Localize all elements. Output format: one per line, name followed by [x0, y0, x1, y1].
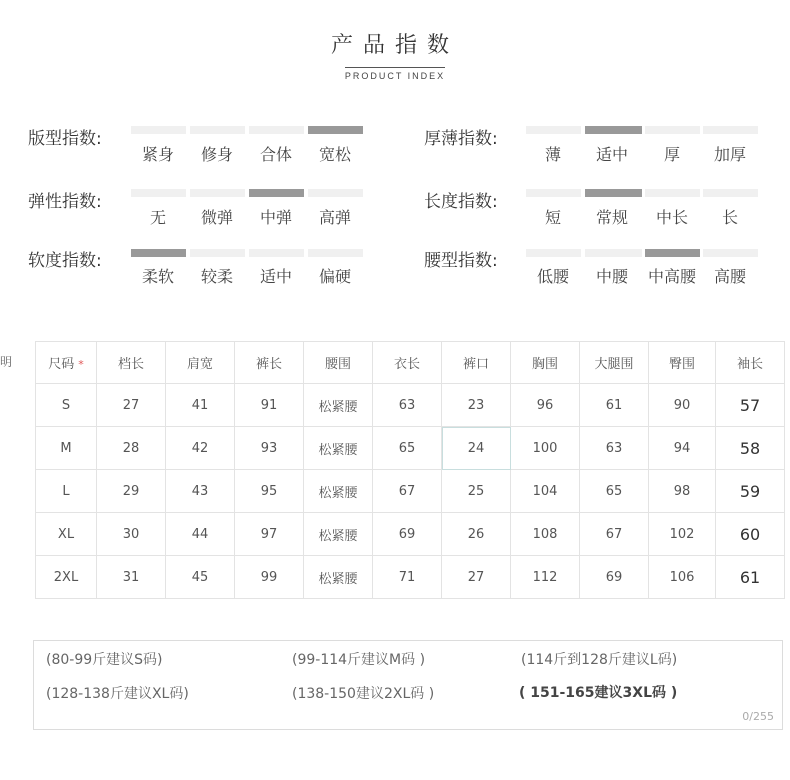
table-cell[interactable]: 96: [511, 384, 580, 427]
table-cell[interactable]: 28: [97, 427, 166, 470]
table-cell[interactable]: 61: [580, 384, 649, 427]
subtitle-wrap: [0, 64, 790, 83]
column-header: 大腿围: [580, 342, 649, 384]
column-header: 肩宽: [166, 342, 235, 384]
index-label-length: 长度指数:: [424, 192, 498, 212]
fit-option: 合体: [259, 145, 292, 164]
table-cell[interactable]: 松紧腰: [304, 427, 373, 470]
thickness-option: 适中: [595, 145, 628, 164]
elasticity-segment-selected: [249, 189, 304, 197]
table-cell-focused[interactable]: 24: [442, 427, 511, 470]
fit-segment: [249, 126, 304, 134]
suggestion-s: (80-99斤建议S码): [46, 652, 163, 668]
table-cell[interactable]: 43: [166, 470, 235, 513]
index-label-fit: 版型指数:: [28, 129, 102, 149]
table-cell[interactable]: 2XL: [36, 556, 97, 599]
table-cell[interactable]: 29: [97, 470, 166, 513]
table-cell[interactable]: 100: [511, 427, 580, 470]
table-cell[interactable]: 104: [511, 470, 580, 513]
elasticity-option: 高弹: [318, 208, 351, 227]
table-cell[interactable]: 松紧腰: [304, 470, 373, 513]
table-cell[interactable]: 63: [373, 384, 442, 427]
elasticity-option: 中弹: [259, 208, 292, 227]
length-segment: [645, 189, 700, 197]
elasticity-option: 微弹: [200, 208, 233, 227]
waist-option: 中高腰: [647, 267, 696, 286]
thickness-segment-selected: [585, 126, 642, 134]
table-cell[interactable]: 61: [716, 556, 785, 599]
index-label-thickness: 厚薄指数:: [424, 129, 498, 149]
size-suggestion-textarea[interactable]: [33, 640, 783, 730]
table-cell[interactable]: 65: [373, 427, 442, 470]
table-cell[interactable]: 95: [235, 470, 304, 513]
table-row: [36, 556, 785, 599]
table-cell[interactable]: 65: [580, 470, 649, 513]
softness-segment: [190, 249, 245, 257]
fit-segment-selected: [308, 126, 363, 134]
table-cell[interactable]: 松紧腰: [304, 384, 373, 427]
side-note: 明: [0, 355, 13, 369]
waist-segment: [585, 249, 642, 257]
table-cell[interactable]: 松紧腰: [304, 556, 373, 599]
character-counter: 0/255: [742, 710, 774, 723]
column-header: 腰围: [304, 342, 373, 384]
page-title: 产品指数: [330, 33, 459, 58]
fit-segment: [190, 126, 245, 134]
table-cell[interactable]: 44: [166, 513, 235, 556]
fit-option: 宽松: [318, 145, 351, 164]
table-cell[interactable]: XL: [36, 513, 97, 556]
column-header: 档长: [97, 342, 166, 384]
table-row: [36, 384, 785, 427]
elasticity-segment: [308, 189, 363, 197]
elasticity-segment: [131, 189, 186, 197]
table-cell[interactable]: 94: [649, 427, 716, 470]
softness-option: 偏硬: [318, 267, 351, 286]
length-segment: [526, 189, 581, 197]
length-segment: [703, 189, 758, 197]
required-mark: *: [78, 358, 84, 371]
table-cell[interactable]: 27: [97, 384, 166, 427]
size-table: [35, 341, 785, 599]
thickness-option: 加厚: [713, 145, 746, 164]
table-cell[interactable]: 63: [580, 427, 649, 470]
waist-segment-selected: [645, 249, 700, 257]
index-label-softness: 软度指数:: [28, 251, 102, 271]
table-cell[interactable]: S: [36, 384, 97, 427]
table-cell[interactable]: 30: [97, 513, 166, 556]
table-cell[interactable]: 59: [716, 470, 785, 513]
suggestion-m: (99-114斤建议M码 ): [292, 652, 426, 668]
column-header: 裤口: [442, 342, 511, 384]
index-label-waist: 腰型指数:: [424, 251, 498, 271]
column-header: 臀围: [649, 342, 716, 384]
column-header-size: [36, 342, 97, 384]
elasticity-option: 无: [149, 208, 166, 227]
table-cell[interactable]: 松紧腰: [304, 513, 373, 556]
column-header-label: 尺码: [48, 357, 75, 372]
table-cell[interactable]: 99: [235, 556, 304, 599]
table-cell[interactable]: 23: [442, 384, 511, 427]
column-header: 衣长: [373, 342, 442, 384]
length-option: 短: [544, 208, 561, 227]
length-segment-selected: [585, 189, 642, 197]
softness-segment: [308, 249, 363, 257]
suggestion-2xl: (138-150建议2XL码 ): [292, 686, 435, 702]
waist-option: 低腰: [536, 267, 569, 286]
table-row: [36, 427, 785, 470]
table-cell[interactable]: 91: [235, 384, 304, 427]
suggestion-l: (114斤到128斤建议L码): [521, 652, 678, 668]
table-cell[interactable]: 57: [716, 384, 785, 427]
waist-segment: [703, 249, 758, 257]
suggestion-3xl: ( 151-165建议3XL码 ): [519, 685, 678, 701]
table-cell[interactable]: 93: [235, 427, 304, 470]
table-cell[interactable]: 102: [649, 513, 716, 556]
table-cell[interactable]: 45: [166, 556, 235, 599]
waist-option: 中腰: [595, 267, 628, 286]
table-cell[interactable]: 31: [97, 556, 166, 599]
table-cell[interactable]: 26: [442, 513, 511, 556]
thickness-option: 薄: [544, 145, 561, 164]
thickness-segment: [645, 126, 700, 134]
table-cell[interactable]: 67: [580, 513, 649, 556]
thickness-segment: [703, 126, 758, 134]
table-row: [36, 470, 785, 513]
length-option: 长: [721, 208, 738, 227]
softness-option: 较柔: [200, 267, 233, 286]
table-cell[interactable]: 71: [373, 556, 442, 599]
column-header: 袖长: [716, 342, 785, 384]
table-cell[interactable]: 69: [580, 556, 649, 599]
thickness-option: 厚: [663, 145, 680, 164]
table-cell[interactable]: 69: [373, 513, 442, 556]
table-cell[interactable]: 58: [716, 427, 785, 470]
page-subtitle: PRODUCT INDEX: [345, 67, 445, 81]
length-option: 常规: [595, 208, 628, 227]
table-cell[interactable]: 97: [235, 513, 304, 556]
table-cell[interactable]: M: [36, 427, 97, 470]
index-label-elasticity: 弹性指数:: [28, 192, 102, 212]
softness-segment-selected: [131, 249, 186, 257]
column-header: 胸围: [511, 342, 580, 384]
softness-option: 柔软: [141, 267, 174, 286]
table-cell[interactable]: 98: [649, 470, 716, 513]
table-cell[interactable]: 27: [442, 556, 511, 599]
softness-segment: [249, 249, 304, 257]
table-cell[interactable]: 90: [649, 384, 716, 427]
table-cell[interactable]: 42: [166, 427, 235, 470]
table-cell[interactable]: 108: [511, 513, 580, 556]
length-option: 中长: [655, 208, 688, 227]
column-header: 裤长: [235, 342, 304, 384]
table-cell[interactable]: 25: [442, 470, 511, 513]
table-cell[interactable]: L: [36, 470, 97, 513]
table-header-row: [36, 342, 785, 384]
fit-segment: [131, 126, 186, 134]
fit-option: 修身: [200, 145, 233, 164]
waist-segment: [526, 249, 581, 257]
table-row: [36, 513, 785, 556]
table-cell[interactable]: 41: [166, 384, 235, 427]
thickness-segment: [526, 126, 581, 134]
waist-option: 高腰: [713, 267, 746, 286]
fit-option: 紧身: [141, 145, 174, 164]
table-cell[interactable]: 106: [649, 556, 716, 599]
table-cell[interactable]: 112: [511, 556, 580, 599]
table-cell[interactable]: 67: [373, 470, 442, 513]
suggestion-xl: (128-138斤建议XL码): [46, 686, 189, 702]
elasticity-segment: [190, 189, 245, 197]
table-cell[interactable]: 60: [716, 513, 785, 556]
softness-option: 适中: [259, 267, 292, 286]
